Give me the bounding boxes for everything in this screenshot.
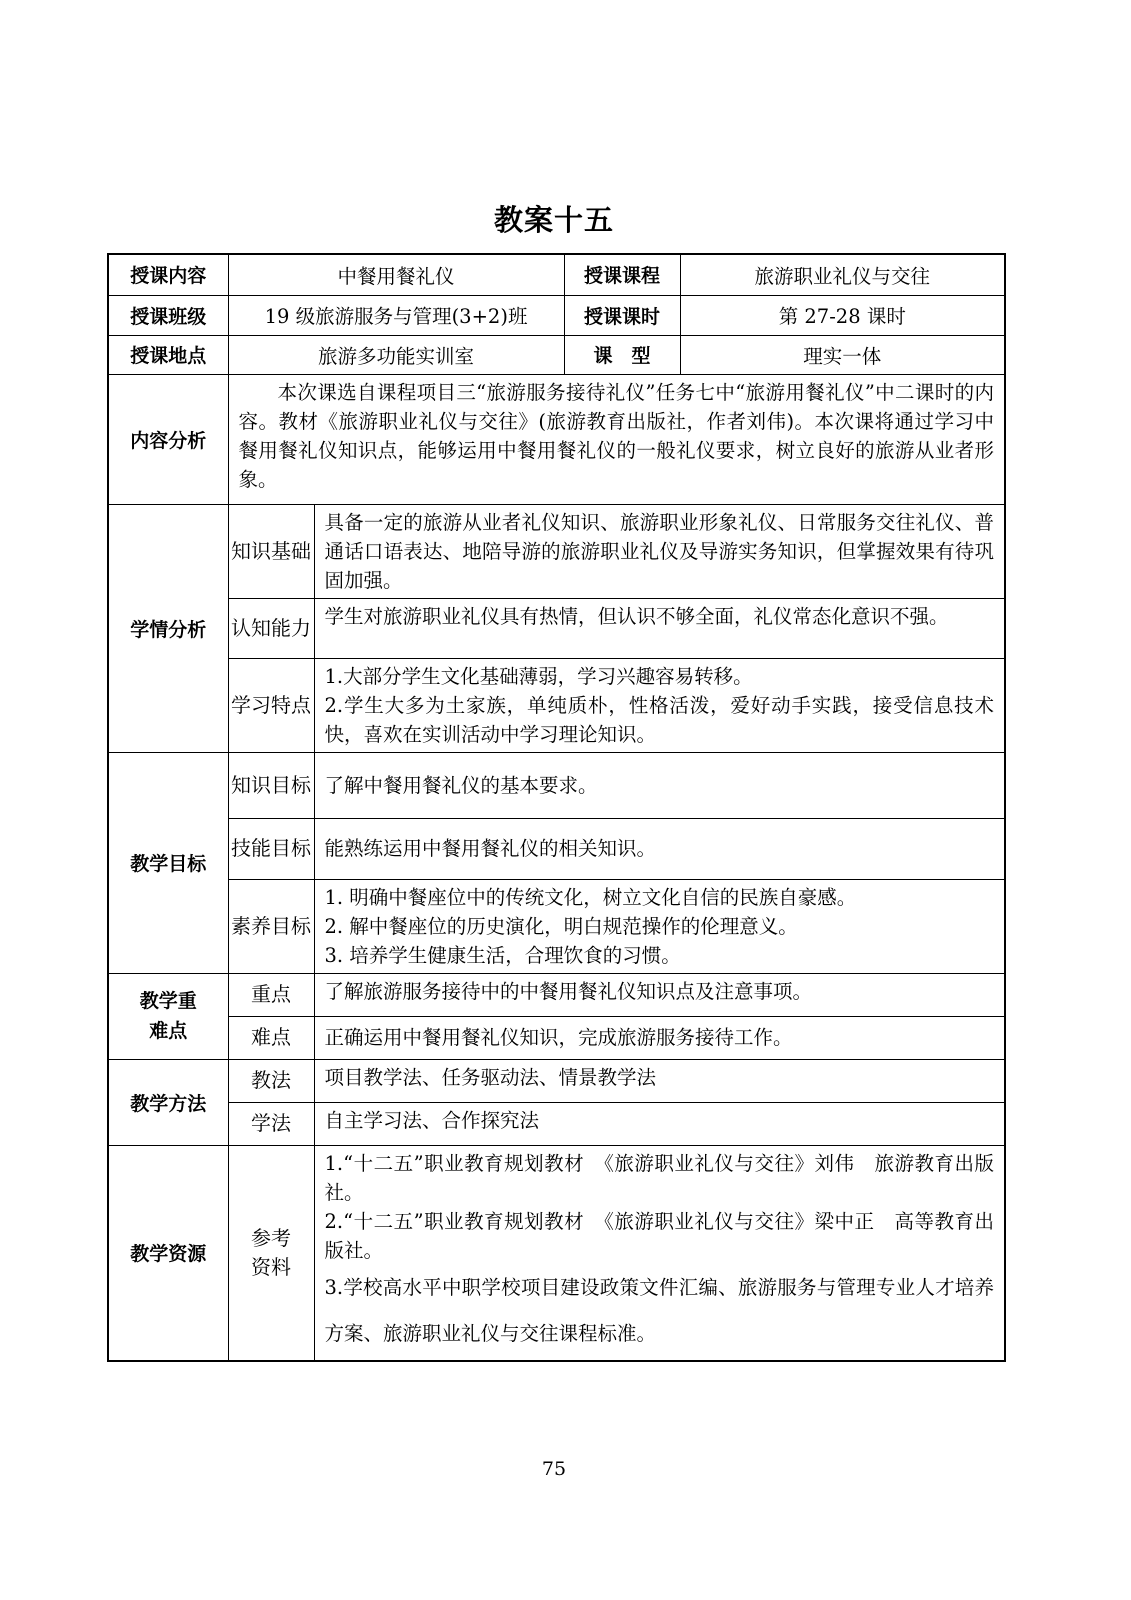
- course-value: 旅游职业礼仪与交往: [680, 254, 1005, 295]
- methods-label: 教学方法: [108, 1059, 228, 1145]
- type-label: 课 型: [564, 335, 680, 374]
- reference-item: 1.“十二五”职业教育规划教材 《旅游职业礼仪与交往》刘伟 旅游教育出版社。: [324, 1151, 995, 1204]
- literacy-goal-item: 3. 培养学生健康生活，合理饮食的习惯。: [324, 943, 681, 967]
- row-class: [108, 295, 1005, 335]
- resources-label: 教学资源: [108, 1145, 228, 1361]
- row-key-point: [108, 973, 1005, 1016]
- row-location: [108, 335, 1005, 374]
- class-value: 19 级旅游服务与管理(3+2)班: [228, 295, 564, 335]
- literacy-goal-text: [314, 879, 1005, 973]
- location-value: 旅游多功能实训室: [228, 335, 564, 374]
- row-learning-method: [108, 1102, 1005, 1145]
- cognition-label: 认知能力: [228, 598, 314, 658]
- row-content-analysis: [108, 374, 1005, 504]
- document-title: 教案十五: [493, 203, 614, 237]
- cognition-text: 学生对旅游职业礼仪具有热情，但认识不够全面，礼仪常态化意识不强。: [314, 598, 1005, 658]
- student-analysis-label: 学情分析: [108, 504, 228, 752]
- reference-item: 2.“十二五”职业教育规划教材 《旅游职业礼仪与交往》梁中正 高等教育出版社。: [324, 1209, 995, 1262]
- reference-label: 参考资料: [228, 1145, 314, 1361]
- learning-method-text: 自主学习法、合作探究法: [314, 1102, 1005, 1145]
- teaching-method-label: 教法: [228, 1059, 314, 1102]
- hours-value: 第 27-28 课时: [680, 295, 1005, 335]
- course-label: 授课课程: [564, 254, 680, 295]
- literacy-goal-item: 1. 明确中餐座位中的传统文化，树立文化自信的民族自豪感。: [324, 885, 857, 909]
- difficult-point-text: 正确运用中餐用餐礼仪知识，完成旅游服务接待工作。: [314, 1016, 1005, 1059]
- knowledge-base-label: 知识基础: [228, 504, 314, 598]
- skill-goal-label: 技能目标: [228, 818, 314, 879]
- teaching-goals-label: 教学目标: [108, 752, 228, 973]
- row-skill-goal: [108, 818, 1005, 879]
- content-analysis-label: 内容分析: [108, 374, 228, 504]
- content-value: 中餐用餐礼仪: [228, 254, 564, 295]
- learning-features-label: 学习特点: [228, 658, 314, 752]
- knowledge-goal-label: 知识目标: [228, 752, 314, 818]
- type-value: 理实一体: [680, 335, 1005, 374]
- teaching-method-text: 项目教学法、任务驱动法、情景教学法: [314, 1059, 1005, 1102]
- content-analysis-text: 本次课选自课程项目三“旅游服务接待礼仪”任务七中“旅游用餐礼仪”中二课时的内容。教材《旅游职业礼仪与交往》(旅游教育出版社，作者刘伟)。本次课将通过学习中餐用餐礼仪知识点，能够运用中餐用餐礼仪的一般礼仪要求，树立良好的旅游从业者形象。: [228, 374, 1005, 504]
- knowledge-base-text: 具备一定的旅游从业者礼仪知识、旅游职业形象礼仪、日常服务交往礼仪、普通话口语表达、地陪导游的旅游职业礼仪及导游实务知识，但掌握效果有待巩固加强。: [314, 504, 1005, 598]
- key-points-label: 教学重难点: [108, 973, 228, 1059]
- content-label: 授课内容: [108, 254, 228, 295]
- literacy-goal-item: 2. 解中餐座位的历史演化，明白规范操作的伦理意义。: [324, 914, 798, 938]
- location-label: 授课地点: [108, 335, 228, 374]
- row-content: [108, 254, 1005, 295]
- knowledge-goal-text: 了解中餐用餐礼仪的基本要求。: [314, 752, 1005, 818]
- row-knowledge-base: [108, 504, 1005, 598]
- learning-method-label: 学法: [228, 1102, 314, 1145]
- difficult-point-label: 难点: [228, 1016, 314, 1059]
- page-number: 75: [541, 1458, 567, 1480]
- learning-feature-item: 2.学生大多为土家族，单纯质朴，性格活泼，爱好动手实践，接受信息技术快，喜欢在实训活动中学习理论知识。: [324, 693, 995, 746]
- key-point-label: 重点: [228, 973, 314, 1016]
- reference-text: [314, 1145, 1005, 1361]
- hours-label: 授课课时: [564, 295, 680, 335]
- row-teaching-method: [108, 1059, 1005, 1102]
- learning-feature-item: 1.大部分学生文化基础薄弱，学习兴趣容易转移。: [324, 664, 753, 688]
- row-literacy-goal: [108, 879, 1005, 973]
- row-cognition: [108, 598, 1005, 658]
- skill-goal-text: 能熟练运用中餐用餐礼仪的相关知识。: [314, 818, 1005, 879]
- literacy-goal-label: 素养目标: [228, 879, 314, 973]
- class-label: 授课班级: [108, 295, 228, 335]
- row-learning-features: [108, 658, 1005, 752]
- key-point-text: 了解旅游服务接待中的中餐用餐礼仪知识点及注意事项。: [314, 973, 1005, 1016]
- learning-features-text: [314, 658, 1005, 752]
- reference-item: 3.学校高水平中职学校项目建设政策文件汇编、旅游服务与管理专业人才培养方案、旅游职业礼仪与交往课程标准。: [324, 1275, 995, 1345]
- row-difficult-point: [108, 1016, 1005, 1059]
- row-resources: [108, 1145, 1005, 1361]
- row-knowledge-goal: [108, 752, 1005, 818]
- lesson-plan-table: [107, 253, 1006, 1362]
